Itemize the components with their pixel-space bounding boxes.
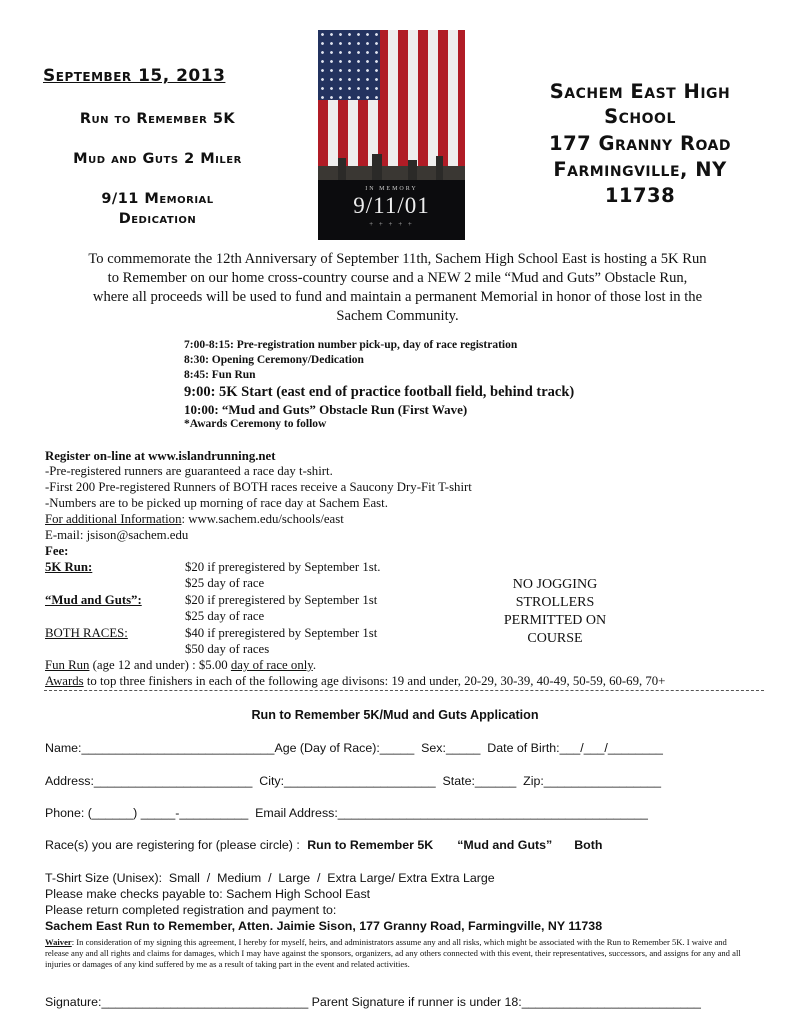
schedule-item: 8:45: Fun Run xyxy=(184,369,256,381)
schedule-item: 10:00: “Mud and Guts” Obstacle Run (First Wave) xyxy=(184,402,468,417)
fee-day-both: $50 day of races xyxy=(185,642,270,656)
schedule-item: 9:00: 5K Start (east end of practice football field, behind track) xyxy=(184,384,575,400)
race-selection xyxy=(45,838,602,852)
waiver-label: Waiver xyxy=(45,937,72,947)
fee-pre-5k: $20 if preregistered by September 1st. xyxy=(185,560,381,574)
poster-stars: + + + + + xyxy=(369,220,414,228)
waiver-text xyxy=(45,937,745,970)
notice-line: STROLLERS xyxy=(515,595,595,610)
school-zip: 11738 xyxy=(604,184,676,207)
race-selection-label: Race(s) you are registering for (please circle) : xyxy=(45,838,304,852)
intro-paragraph xyxy=(40,250,755,326)
memorial-poster-image xyxy=(318,30,465,240)
intro-line: To commemorate the 12th Anniversary of September 11th, Sachem High School East is hosting a 5K Run xyxy=(88,251,707,267)
event-memorial-line2: Dedication xyxy=(118,211,197,227)
additional-info-label: For additional Information xyxy=(45,512,182,526)
cut-line-divider xyxy=(44,690,764,691)
intro-line: to Remember on our home cross-country course and a NEW 2 mile “Mud and Guts” Obstacle Run, xyxy=(107,270,688,286)
return-instructions: Please return completed registration and payment to: xyxy=(45,903,337,917)
address-row-field[interactable]: Address:_______________________ City:______________________ State:______ Zip:_________________ xyxy=(45,774,661,788)
event-memorial-line1: 9/11 Memorial xyxy=(101,191,214,207)
waiver-body: : In consideration of my signing this agreement, I hereby for myself, heirs, and administrators assume any and all risks, which might be associated with the Run to Remember 5K. I waive and release any and all rights and claims for damages, which I may have against the sponsors, organizers, ad any others connected with this event, their representatives, successors, and assigns for any and all injuries or damages of any kind suffered by me as a result of taking part in the event and related activities. xyxy=(45,937,741,969)
notice-line: PERMITTED ON xyxy=(503,613,607,628)
school-name-line1: Sachem East High xyxy=(549,80,731,103)
fee-day-5k: $25 day of race xyxy=(185,576,265,590)
no-jogging-strollers-notice xyxy=(470,576,640,648)
event-run-to-remember: Run to Remember 5K xyxy=(79,111,236,127)
fun-run-note: day of race only xyxy=(230,658,313,672)
schedule-item: 8:30: Opening Ceremony/Dedication xyxy=(184,354,364,366)
intro-line: where all proceeds will be used to fund and maintain a permanent Memorial in honor of those lost in the xyxy=(92,289,703,305)
fee-pre-mud: $20 if preregistered by September 1st xyxy=(185,593,378,607)
tshirt-size-options[interactable]: T-Shirt Size (Unisex): Small / Medium / Large / Extra Large/ Extra Extra Large xyxy=(45,871,495,885)
fee-heading: Fee: xyxy=(45,544,69,558)
poster-in-memory: IN MEMORY xyxy=(365,186,418,192)
notice-line: COURSE xyxy=(527,631,583,646)
mailing-address: Sachem East Run to Remember, Atten. Jaimie Sison, 177 Granny Road, Farmingville, NY 11738 xyxy=(45,919,603,933)
race-option-mud-and-guts[interactable]: “Mud and Guts” xyxy=(457,838,553,852)
school-city: Farmingville, NY xyxy=(553,158,727,181)
schedule-item: 7:00-8:15: Pre-registration number pick-up, day of race registration xyxy=(184,339,518,351)
school-name-line2: School xyxy=(604,105,676,128)
fee-label-mud: “Mud and Guts”: xyxy=(45,593,142,607)
fun-run-label: Fun Run xyxy=(45,658,90,672)
fee-label-both: BOTH RACES: xyxy=(45,626,128,640)
additional-info-url[interactable]: : www.sachem.edu/schools/east xyxy=(181,512,344,526)
race-option-5k[interactable]: Run to Remember 5K xyxy=(307,838,434,852)
awards-text: to top three finishers in each of the following age divisons: 19 and under, 20-29, 30-39, 40-49, 50-59, 60-69, 70+ xyxy=(83,674,666,688)
fee-label-5k: 5K Run: xyxy=(45,560,93,574)
fun-run-fee xyxy=(45,658,316,673)
school-street: 177 Granny Road xyxy=(549,132,731,155)
event-date: September 15, 2013 xyxy=(43,66,226,86)
event-mud-and-guts: Mud and Guts 2 Miler xyxy=(73,151,242,167)
checks-payable: Please make checks payable to: Sachem High School East xyxy=(45,887,371,901)
info-note: -Numbers are to be picked up morning of race day at Sachem East. xyxy=(45,496,388,510)
awards-label: Awards xyxy=(45,674,84,688)
contact-email: E-mail: jsison@sachem.edu xyxy=(45,528,189,542)
signature-row-field[interactable]: Signature:______________________________ Parent Signature if runner is under 18:__________________________ xyxy=(45,995,701,1009)
awards-line xyxy=(45,674,765,689)
schedule-item: *Awards Ceremony to follow xyxy=(184,418,327,430)
poster-date: 9/11/01 xyxy=(353,193,430,218)
intro-line: Sachem Community. xyxy=(336,308,459,324)
flag-stars xyxy=(318,30,380,100)
additional-info xyxy=(45,512,344,527)
race-option-both[interactable]: Both xyxy=(574,838,603,852)
phone-row-field[interactable]: Phone: (______) _____-__________ Email Address:_____________________________________________ xyxy=(45,806,648,820)
register-online: Register on-line at www.islandrunning.net xyxy=(45,449,276,463)
fee-pre-both: $40 if preregistered by September 1st xyxy=(185,626,378,640)
info-note: -First 200 Pre-registered Runners of BOTH races receive a Saucony Dry-Fit T-shirt xyxy=(45,480,472,494)
name-row-field[interactable]: Name:____________________________Age (Day of Race):_____ Sex:_____ Date of Birth:___/___/________ xyxy=(45,741,663,755)
info-note: -Pre-registered runners are guaranteed a race day t-shirt. xyxy=(45,464,333,478)
application-title: Run to Remember 5K/Mud and Guts Application xyxy=(251,708,539,722)
notice-line: NO JOGGING xyxy=(512,577,598,592)
fun-run-end: . xyxy=(312,658,317,672)
fun-run-price: (age 12 and under) : $5.00 xyxy=(89,658,231,672)
fee-day-mud: $25 day of race xyxy=(185,609,265,623)
